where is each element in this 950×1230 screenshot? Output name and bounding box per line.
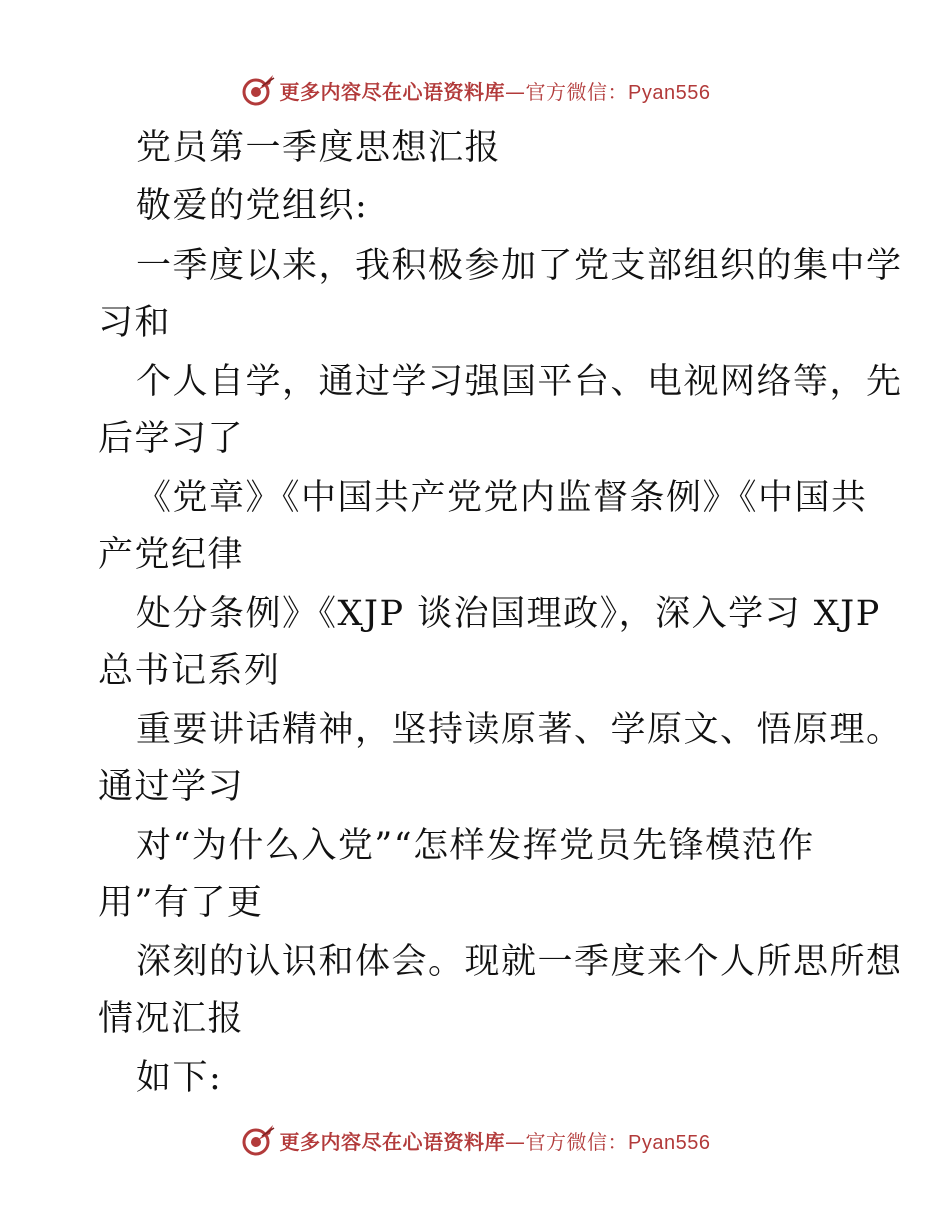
watermark-text [280, 76, 711, 105]
paragraph-line: 对“为什么入党”“怎样发挥党员先锋模范作 [136, 826, 815, 866]
paragraph-line: 用”有了更 [98, 883, 264, 923]
paragraph-line: 一季度以来，我积极参加了党支部组织的集中学 [136, 246, 903, 286]
paragraph-line: 深刻的认识和体会。现就一季度来个人所思所想 [136, 942, 903, 982]
document-title: 党员第一季度思想汇报 [136, 128, 502, 168]
watermark-dash: — [505, 1129, 526, 1154]
salutation: 敬爱的党组织: [136, 186, 369, 226]
paragraph-line: 习和 [98, 303, 172, 343]
watermark-dash: — [505, 79, 526, 104]
paragraph-line: 个人自学，通过学习强国平台、电视网络等，先 [136, 362, 903, 402]
watermark-official: 官方微信： [525, 79, 629, 104]
paragraph-line: 《党章》《中国共产党党内监督条例》《中国共 [136, 478, 868, 518]
watermark-text [280, 1126, 711, 1155]
paragraph-line: 产党纪律 [98, 535, 245, 575]
watermark-main: 更多内容尽在心语资料库 [279, 1129, 506, 1154]
footer-watermark [0, 1120, 950, 1160]
watermark-handle: Pyan556 [628, 81, 711, 104]
paragraph-line: 总书记系列 [98, 651, 281, 691]
paragraph-line: 重要讲话精神，坚持读原著、学原文、悟原理。 [136, 710, 903, 750]
quill-logo-icon [240, 1122, 276, 1158]
watermark-main: 更多内容尽在心语资料库 [279, 79, 506, 104]
watermark-handle: Pyan556 [628, 1131, 711, 1154]
paragraph-line: 如下: [136, 1058, 223, 1098]
watermark-official: 官方微信： [525, 1129, 629, 1154]
paragraph-line: 后学习了 [98, 419, 245, 459]
paragraph-line: 处分条例》《XJP 谈治国理政》，深入学习 XJP [136, 594, 881, 634]
paragraph-line: 情况汇报 [98, 999, 245, 1039]
paragraph-line: 通过学习 [98, 767, 245, 807]
header-watermark [0, 70, 950, 110]
quill-logo-icon [240, 72, 276, 108]
